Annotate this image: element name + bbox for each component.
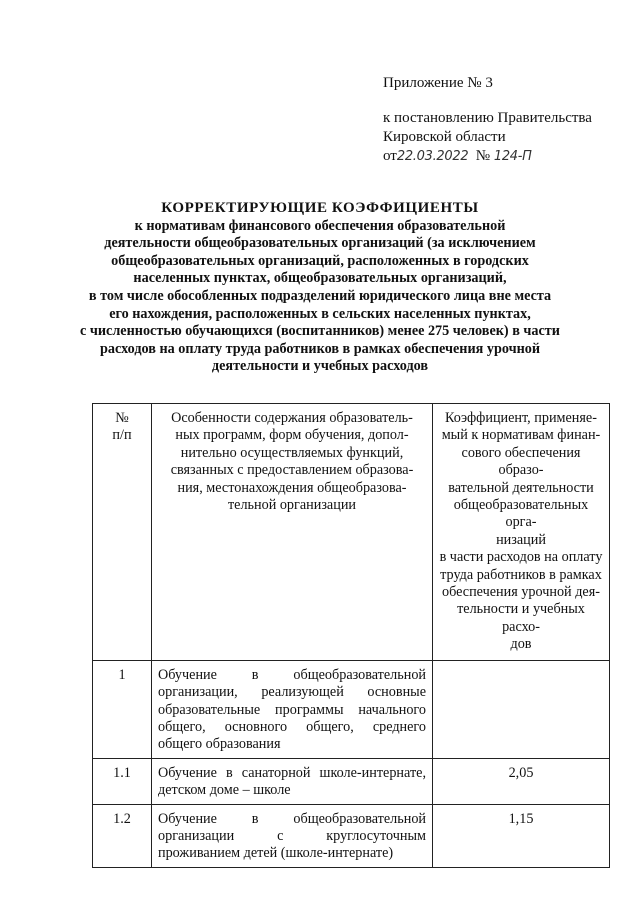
header-num-line: № — [115, 410, 129, 426]
heading-line: его нахождения, расположенных в сельских населенных пунктах, — [109, 305, 531, 322]
header-features-line: связанных с предоставлением образова- — [170, 462, 414, 479]
heading-line: к нормативам финансового обеспечения образовательной — [134, 217, 506, 234]
table-row — [93, 758, 610, 804]
handwritten-number: 124-П — [493, 149, 532, 164]
appendix-date-line — [383, 147, 592, 166]
header-coef-line: тельности и учебных расхо- — [457, 601, 585, 635]
header-coef-line: вательной деятельности — [448, 479, 594, 496]
heading-line: с численностью обучающихся (воспитанников) менее 275 человек) в части — [80, 323, 560, 340]
header-features-line: Особенности содержания образователь- — [171, 410, 413, 426]
header-features-line: тельной организации — [227, 497, 357, 514]
table-row — [93, 804, 610, 867]
header-coef-line: Коэффициент, применяе- — [445, 410, 597, 426]
row-text: Обучение в общеобразовательной организации, реализующей основные образовательные программы начального общего, основного общего, среднего общего образования — [152, 660, 433, 758]
header-coef-line: сового обеспечения образо- — [461, 444, 581, 479]
header-coef-line: мый к нормативам финан- — [441, 427, 601, 444]
table-header-row — [93, 404, 610, 661]
heading-line: расходов на оплату труда работников в рамках обеспечения урочной — [99, 340, 541, 357]
appendix-decree-line: к постановлению Правительства — [383, 110, 592, 126]
appendix-title: Приложение № 3 — [383, 75, 493, 91]
header-coef-line: дов — [510, 636, 532, 653]
row-text: Обучение в санаторной школе-интернате, детском доме – школе — [152, 758, 433, 804]
header-features-line: ных программ, форм обучения, допол- — [175, 427, 409, 444]
header-features-line: ния, местонахождения общеобразова- — [177, 479, 407, 496]
header-features-line: нительно осуществляемых функций, — [180, 444, 404, 461]
heading-title: КОРРЕКТИРУЮЩИЕ КОЭФФИЦИЕНТЫ — [161, 200, 479, 216]
row-num: 1.2 — [93, 804, 152, 867]
heading-line: в том числе обособленных подразделений юридического лица вне места — [88, 287, 552, 304]
number-prefix: № — [475, 148, 491, 164]
coefficients-table — [92, 403, 610, 868]
row-num: 1.1 — [93, 758, 152, 804]
header-coef-line: общеобразовательных орга- — [453, 497, 589, 531]
row-value: 2,05 — [433, 758, 610, 804]
header-coefficient — [433, 404, 610, 661]
row-text: Обучение в общеобразовательной организации с круглосуточным проживанием детей (школе-интернате) — [152, 804, 433, 867]
header-coef-line: обеспечения урочной дея- — [442, 584, 600, 601]
heading-line: деятельности общеобразовательных организаций (за исключением — [104, 235, 536, 252]
heading-line: деятельности и учебных расходов — [211, 358, 429, 375]
date-prefix: от — [383, 148, 397, 164]
header-num — [93, 404, 152, 661]
row-value: 1,15 — [433, 804, 610, 867]
heading-line: общеобразовательных организаций, расположенных в городских — [111, 252, 529, 269]
header-num-line: п/п — [112, 427, 132, 444]
header-coef-line: в части расходов на оплату — [439, 549, 603, 566]
header-coef-line: низаций — [496, 531, 546, 548]
handwritten-date: 22.03.2022 — [396, 149, 469, 164]
row-value — [433, 660, 610, 758]
heading-line: населенных пунктах, общеобразовательных организаций, — [133, 270, 507, 287]
header-coef-line: труда работников в рамках — [440, 566, 602, 583]
appendix-block — [383, 74, 592, 166]
header-features — [152, 404, 433, 661]
appendix-region-line: Кировской области — [383, 129, 506, 145]
table-row — [93, 660, 610, 758]
document-heading — [70, 200, 570, 376]
row-num: 1 — [93, 660, 152, 758]
